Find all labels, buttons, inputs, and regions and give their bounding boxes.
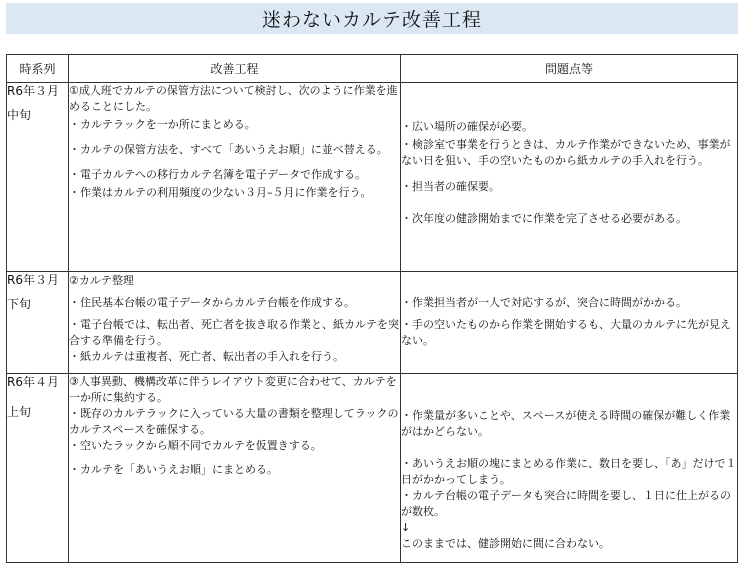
- issue-line: ・手の空いたものから作業を開始するも、大量のカルテに先が見えない。: [401, 318, 731, 347]
- issue-line: ↓: [401, 521, 411, 534]
- header-process: 改善工程: [69, 55, 401, 83]
- timeline-cell: [7, 374, 69, 563]
- timeline-cell: [7, 83, 69, 272]
- timeline-month: R6年４月: [7, 375, 59, 389]
- process-line: ③人事異動、機構改革に伴うレイアウト変更に合わせて、カルテを一か所に集約する。: [69, 375, 397, 404]
- issues-cell: [401, 374, 738, 563]
- issue-line: ・担当者の確保要。: [401, 180, 500, 193]
- table-header-row: [7, 55, 738, 83]
- issue-line: ・作業担当者が一人で対応するが、突合に時間がかかる。: [401, 296, 687, 309]
- issue-line: ・検診室で事業を行うときは、カルテ作業ができないため、事業がない日を狙い、手の空いたものから紙カルテの手入れを行う。: [401, 138, 731, 167]
- issue-line: ・あいうえお順の塊にまとめる作業に、数日を要し、「あ」だけで１日がかかってしまう。: [401, 457, 737, 486]
- timeline-cell: [7, 272, 69, 374]
- process-line: ・電子台帳では、転出者、死亡者を抜き取る作業と、紙カルテを突合する準備を行う。: [69, 318, 399, 347]
- issue-line: ・カルテ台帳の電子データも突合に時間を要し、１日に仕上がるのが数枚。: [401, 489, 731, 518]
- process-cell: [69, 374, 401, 563]
- process-line: ・紙カルテは重複者、死亡者、転出者の手入れを行う。: [69, 350, 344, 363]
- improvement-table: [6, 54, 738, 563]
- process-line: ・カルテラックを一か所にまとめる。: [69, 118, 256, 131]
- table-row: [7, 272, 738, 374]
- process-line: ・カルテを「あいうえお順」にまとめる。: [69, 463, 278, 476]
- table-row: [7, 374, 738, 563]
- timeline-month: R6年３月: [7, 273, 59, 287]
- process-line: ・空いたラックから順不同でカルテを仮置きする。: [69, 439, 322, 452]
- process-line: ①成人班でカルテの保管方法について検討し、次のように作業を進めることにした。: [69, 84, 398, 113]
- table-row: [7, 83, 738, 272]
- title-banner: [6, 3, 738, 34]
- process-cell: [69, 83, 401, 272]
- process-line: ・作業はカルテの利用頻度の少ない３月–５月に作業を行う。: [69, 186, 372, 199]
- issue-line: ・作業量が多いことや、スペースが使える時間の確保が難しく作業がはかどらない。: [401, 409, 731, 438]
- timeline-period: 上旬: [7, 405, 32, 419]
- process-line: ・既存のカルテラックに入っている大量の書類を整理してラックのカルテスペースを確保する。: [69, 407, 399, 436]
- page-title: 迷わないカルテ改善工程: [261, 9, 482, 31]
- process-line: ・カルテの保管方法を、すべて「あいうえお順」に並べ替える。: [69, 143, 388, 156]
- header-issues: 問題点等: [401, 55, 738, 83]
- process-cell: [69, 272, 401, 374]
- issues-cell: [401, 272, 738, 374]
- process-line: ・電子カルテへの移行カルテ名簿を電子データで作成する。: [69, 168, 366, 181]
- timeline-period: 下旬: [7, 297, 32, 311]
- issues-cell: [401, 83, 738, 272]
- issue-line: ・次年度の健診開始までに作業を完了させる必要がある。: [401, 212, 687, 225]
- process-line: ②カルテ整理: [69, 274, 134, 287]
- header-timeline: 時系列: [7, 55, 69, 83]
- timeline-period: 中旬: [7, 108, 32, 122]
- issue-line: ・広い場所の確保が必要。: [401, 120, 533, 133]
- issue-line: このままでは、健診開始に間に合わない。: [401, 537, 610, 550]
- timeline-month: R6年３月: [7, 84, 59, 98]
- process-line: ・住民基本台帳の電子データからカルテ台帳を作成する。: [69, 296, 355, 309]
